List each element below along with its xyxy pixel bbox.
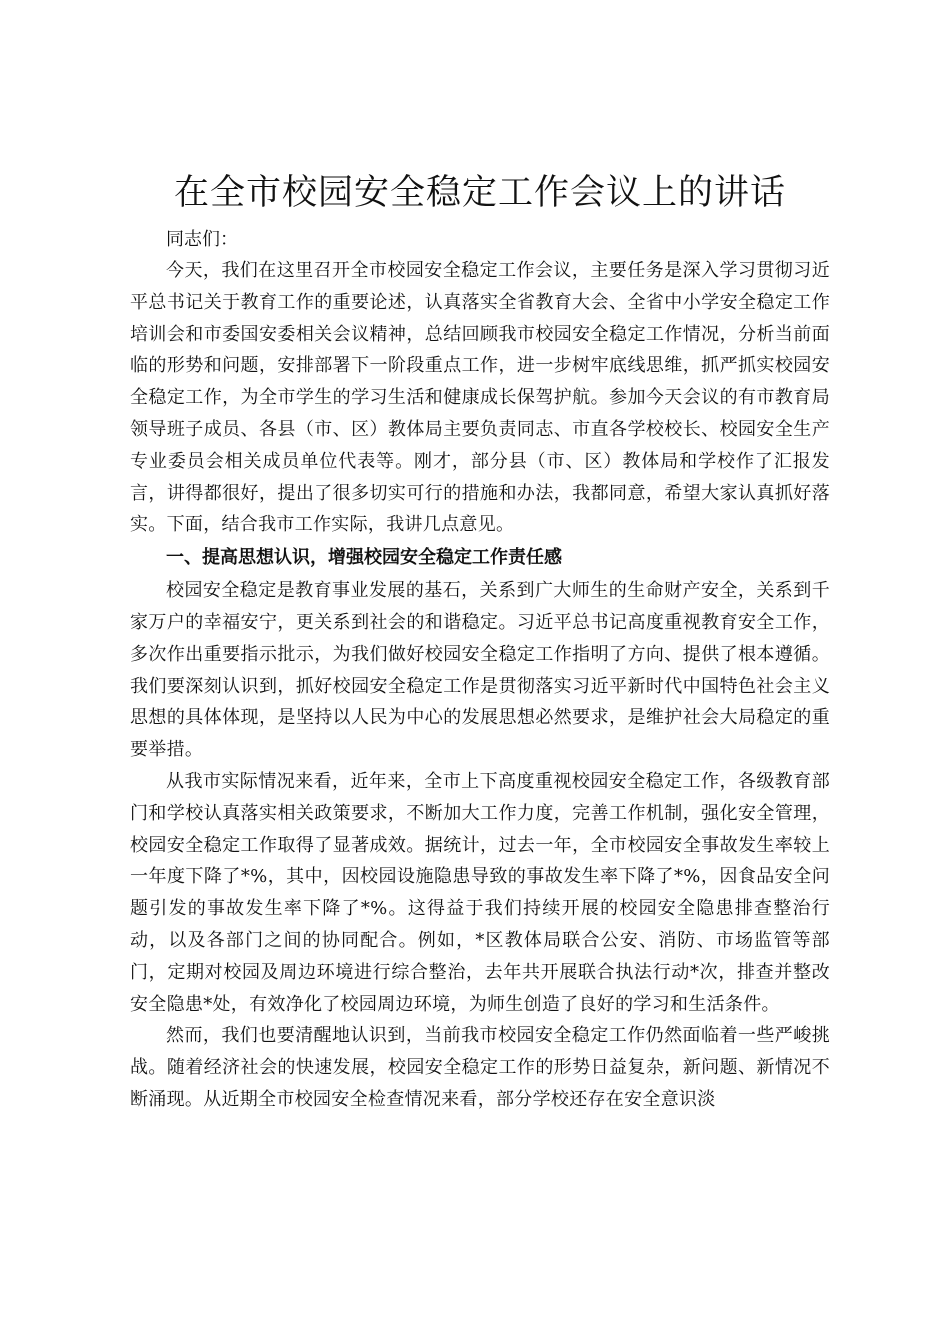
body-paragraph: 校园安全稳定是教育事业发展的基石，关系到广大师生的生命财产安全，关系到千家万户的幸福安宁，更关系到社会的和谐稳定。习近平总书记高度重视教育安全工作，多次作出重要指示批示，为我们做好校园安全稳定工作指明了方向、提供了根本遵循。我们要深刻认识到，抓好校园安全稳定工作是贯彻落实习近平新时代中国特色社会主义思想的具体体现，是坚持以人民为中心的发展思想必然要求，是维护社会大局稳定的重要举措。: [130, 580, 830, 761]
intro-paragraph: 今天，我们在这里召开全市校园安全稳定工作会议，主要任务是深入学习贯彻习近平总书记关于教育工作的重要论述，认真落实全省教育大会、全省中小学安全稳定工作培训会和市委国安委相关会议精神，总结回顾我市校园安全稳定工作情况，分析当前面临的形势和问题，安排部署下一阶段重点工作，进一步树牢底线思维，抓严抓实校园安全稳定工作，为全市学生的学习生活和健康成长保驾护航。参加今天会议的有市教育局领导班子成员、各县（市、区）教体局主要负责同志、市直各学校校长、校园安全生产专业委员会相关成员单位代表等。刚才，部分县（市、区）教体局和学校作了汇报发言，讲得都很好，提出了很多切实可行的措施和办法，我都同意，希望大家认真抓好落实。下面，结合我市工作实际，我讲几点意见。: [130, 260, 830, 536]
body-paragraph: 从我市实际情况来看，近年来，全市上下高度重视校园安全稳定工作，各级教育部门和学校认真落实相关政策要求，不断加大工作力度，完善工作机制，强化安全管理，校园安全稳定工作取得了显著成效。据统计，过去一年，全市校园安全事故发生率较上一年度下降了*%，其中，因校园设施隐患导致的事故发生率下降了*%，因食品安全问题引发的事故发生率下降了*%。这得益于我们持续开展的校园安全隐患排查整治行动，以及各部门之间的协同配合。例如，*区教体局联合公安、消防、市场监管等部门，定期对校园及周边环境进行综合整治，去年共开展联合执法行动*次，排查并整改安全隐患*处，有效净化了校园周边环境，为师生创造了良好的学习和生活条件。: [130, 770, 830, 1015]
document-page: [130, 168, 830, 1116]
section-heading: 一、提高思想认识，增强校园安全稳定工作责任感: [166, 547, 562, 569]
document-title: 在全市校园安全稳定工作会议上的讲话: [173, 173, 786, 213]
body-paragraph: 然而，我们也要清醒地认识到，当前我市校园安全稳定工作仍然面临着一些严峻挑战。随着经济社会的快速发展，校园安全稳定工作的形势日益复杂，新问题、新情况不断涌现。从近期全市校园安全检查情况来看，部分学校还存在安全意识淡: [130, 1025, 830, 1110]
salutation: 同志们：: [166, 229, 238, 250]
